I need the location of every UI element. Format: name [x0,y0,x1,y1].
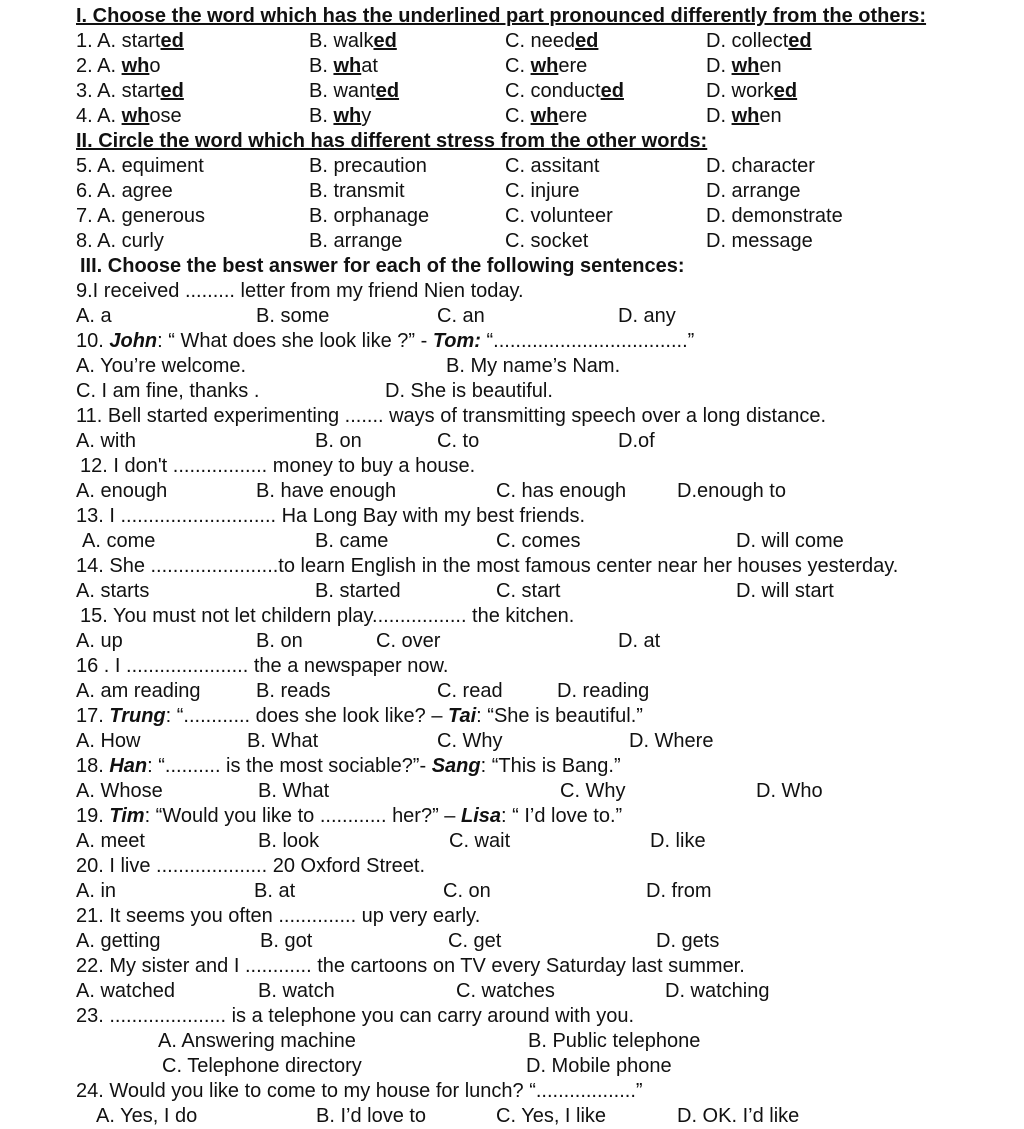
q20-option-c: C. on [443,880,491,902]
q19-option-b: B. look [258,830,320,852]
q2-option-b-underlined: wh [333,55,362,77]
q23-option-d: D. Mobile phone [526,1055,672,1077]
q2-option-a-rest: o [149,55,161,77]
q17-speaker-1: Trung [109,705,166,727]
q1-option-b: B. walk [309,30,374,52]
q18-option-a: A. Whose [76,780,163,802]
q22-option-b: B. watch [258,980,335,1002]
question-14-stem: 14. She .......................to learn English in the most famous center near her houses yesterday. [76,555,899,577]
q13-option-a: A. come [82,530,156,552]
q4-option-a-underlined: wh [121,105,150,127]
question-18-stem [76,754,621,779]
q21-option-d: D. gets [656,930,720,952]
q17-text-2: : “She is beautiful.” [476,705,643,727]
q10-option-b: B. My name’s Nam. [446,355,621,377]
q20-option-b: B. at [254,880,296,902]
question-16-options [76,679,1016,704]
q15-option-d: D. at [618,630,661,652]
question-8 [76,229,1016,254]
q1-option-d-underlined: ed [788,30,812,52]
q6-option-a: 6. A. agree [76,180,173,202]
question-17-options [76,729,1016,754]
q19-text-1: : “Would you like to ............ her?” – [144,805,461,827]
q18-option-d: D. Who [756,780,823,802]
q8-option-d: D. message [706,230,813,252]
q2-option-b: B. [309,55,334,77]
question-18-options [76,779,1016,804]
q14-option-d: D. will start [736,580,834,602]
question-7 [76,204,1016,229]
question-22-options [76,979,1016,1004]
q12-option-d: D.enough to [677,480,786,502]
q9-option-c: C. an [437,305,485,327]
q18-speaker-2: Sang [431,755,481,777]
question-10-stem [76,329,694,354]
q14-option-c: C. start [496,580,561,602]
q21-option-a: A. getting [76,930,161,952]
q16-option-a: A. am reading [76,680,201,702]
q13-option-c: C. comes [496,530,581,552]
q7-option-b: B. orphanage [309,205,430,227]
q3-option-d: D. work [706,80,774,102]
q19-speaker-1: Tim [109,805,145,827]
q17-option-d: D. Where [629,730,714,752]
q17-option-b: B. What [247,730,319,752]
question-23-options-cd [162,1054,1016,1079]
q1-option-a: A. start [97,30,161,52]
q8-option-b: B. arrange [309,230,403,252]
q3-option-c: C. conduct [505,80,601,102]
q4-option-c: C. [505,105,531,127]
q15-option-c: C. over [376,630,441,652]
question-19-options [76,829,1016,854]
q24-option-b: B. I’d love to [316,1105,427,1127]
question-14-options [76,579,1016,604]
q17-option-a: A. How [76,730,141,752]
q18-option-b: B. What [258,780,330,802]
q17-text-1: : “............ does she look like? – [165,705,449,727]
q17-speaker-2: Tai [448,705,477,727]
question-9-stem: 9.I received ......... letter from my friend Nien today. [76,280,524,302]
q14-option-b: B. started [315,580,401,602]
q2-option-a: A. [97,55,122,77]
question-23-stem: 23. ..................... is a telephone you can carry around with you. [76,1005,635,1027]
q1-number: 1. [76,30,98,52]
question-17-stem [76,704,643,729]
q10-option-d: D. She is beautiful. [385,380,553,402]
q14-option-a: A. starts [76,580,150,602]
q19-option-d: D. like [650,830,706,852]
q24-option-a: A. Yes, I do [96,1105,198,1127]
q22-option-c: C. watches [456,980,555,1002]
q24-option-d: D. OK. I’d like [677,1105,800,1127]
q2-option-d-rest: en [759,55,782,77]
q16-option-b: B. reads [256,680,331,702]
q13-option-b: B. came [315,530,389,552]
question-13-options [82,529,1016,554]
q11-option-d: D.of [618,430,655,452]
question-6 [76,179,1016,204]
question-4 [76,104,1016,129]
q10-option-a: A. You’re welcome. [76,355,247,377]
q3-option-b: B. want [309,80,376,102]
q12-option-c: C. has enough [496,480,627,502]
q9-option-a: A. a [76,305,112,327]
q2-option-d-underlined: wh [731,55,760,77]
q4-option-d-rest: en [759,105,782,127]
q18-text-2: : “This is Bang.” [480,755,621,777]
q17-number: 17. [76,705,110,727]
q4-option-a: A. [97,105,122,127]
question-19-stem [76,804,622,829]
q18-speaker-1: Han [109,755,148,777]
q4-option-c-rest: ere [558,105,588,127]
question-9-options [76,304,1016,329]
q7-option-a: 7. A. generous [76,205,205,227]
q5-option-d: D. character [706,155,815,177]
q5-option-a: 5. A. equiment [76,155,204,177]
question-24-options [96,1104,1016,1129]
q4-option-c-underlined: wh [530,105,559,127]
q11-option-c: C. to [437,430,480,452]
q6-option-b: B. transmit [309,180,405,202]
question-10-options-ab [76,354,1016,379]
q2-number: 2. [76,55,98,77]
q1-option-c-underlined: ed [575,30,599,52]
q3-option-a: A. start [97,80,161,102]
q10-text-2: “...................................” [480,330,695,352]
q18-number: 18. [76,755,110,777]
question-11-options [76,429,1016,454]
q8-option-c: C. socket [505,230,589,252]
q18-text-1: : “.......... is the most sociable?”- [147,755,432,777]
question-5 [76,154,1016,179]
q20-option-d: D. from [646,880,712,902]
q7-option-c: C. volunteer [505,205,613,227]
q4-option-a-rest: ose [149,105,182,127]
q10-number: 10. [76,330,110,352]
q9-option-d: D. any [618,305,676,327]
q10-speaker-1: John [109,330,158,352]
q2-option-c: C. [505,55,531,77]
q15-option-b: B. on [256,630,303,652]
q23-option-c: C. Telephone directory [162,1055,362,1077]
q21-option-b: B. got [260,930,313,952]
q10-text-1: : “ What does she look like ?” - [157,330,433,352]
q11-option-b: B. on [315,430,362,452]
question-24-stem: 24. Would you like to come to my house for lunch? “..................” [76,1080,643,1102]
q6-option-d: D. arrange [706,180,801,202]
q24-option-c: C. Yes, I like [496,1105,607,1127]
q22-option-a: A. watched [76,980,175,1002]
q7-option-d: D. demonstrate [706,205,843,227]
q17-option-c: C. Why [437,730,503,752]
q11-option-a: A. with [76,430,137,452]
q3-option-b-underlined: ed [375,80,400,102]
q9-option-b: B. some [256,305,330,327]
q1-option-a-underlined: ed [160,30,184,52]
q20-option-a: A. in [76,880,117,902]
q3-option-a-underlined: ed [160,80,184,102]
q5-option-b: B. precaution [309,155,427,177]
question-1 [76,29,1016,54]
question-12-stem: 12. I don't ................. money to buy a house. [80,455,476,477]
q12-option-a: A. enough [76,480,168,502]
q4-option-d: D. [706,105,732,127]
q3-number: 3. [76,80,98,102]
q1-option-c: C. need [505,30,576,52]
q22-option-d: D. watching [665,980,770,1002]
q5-option-c: C. assitant [505,155,600,177]
q4-option-b: B. [309,105,334,127]
q4-option-d-underlined: wh [731,105,760,127]
question-15-options [76,629,1016,654]
q19-number: 19. [76,805,110,827]
q10-speaker-2: Tom: [432,330,481,352]
q12-option-b: B. have enough [256,480,397,502]
q2-option-c-rest: ere [558,55,588,77]
q2-option-b-rest: at [361,55,378,77]
question-20-options [76,879,1016,904]
question-15-stem: 15. You must not let childern play................. the kitchen. [80,605,575,627]
q23-option-b: B. Public telephone [528,1030,701,1052]
question-20-stem: 20. I live .................... 20 Oxford Street. [76,855,426,877]
question-11-stem: 11. Bell started experimenting ....... ways of transmitting speech over a long distance. [76,405,827,427]
q18-option-c: C. Why [560,780,626,802]
q13-option-d: D. will come [736,530,844,552]
q3-option-c-underlined: ed [600,80,624,102]
q19-speaker-2: Lisa [461,805,502,827]
q16-option-c: C. read [437,680,503,702]
question-13-stem: 13. I ............................ Ha Long Bay with my best friends. [76,505,586,527]
q2-option-c-underlined: wh [530,55,559,77]
q4-option-b-underlined: wh [333,105,362,127]
section-1-heading: I. Choose the word which has the underlined part pronounced differently from the others: [76,5,927,27]
q3-option-d-underlined: ed [773,80,798,102]
q4-number: 4. [76,105,98,127]
question-10-options-cd [76,379,1016,404]
q2-option-d: D. [706,55,732,77]
q4-option-b-rest: y [361,105,372,127]
question-21-options [76,929,1016,954]
q19-text-2: : “ I’d love to.” [501,805,623,827]
q19-option-c: C. wait [449,830,511,852]
question-2 [76,54,1016,79]
question-22-stem: 22. My sister and I ............ the cartoons on TV every Saturday last summer. [76,955,745,977]
q16-option-d: D. reading [557,680,650,702]
q19-option-a: A. meet [76,830,145,852]
q23-option-a: A. Answering machine [158,1030,356,1052]
q8-option-a: 8. A. curly [76,230,164,252]
q2-option-a-underlined: wh [121,55,150,77]
question-16-stem: 16 . I ...................... the a newspaper now. [76,655,449,677]
q21-option-c: C. get [448,930,502,952]
question-21-stem: 21. It seems you often .............. up very early. [76,905,481,927]
q1-option-b-underlined: ed [373,30,397,52]
question-23-options-ab [158,1029,1016,1054]
q10-option-c: C. I am fine, thanks . [76,380,260,402]
q1-option-d: D. collect [706,30,789,52]
q6-option-c: C. injure [505,180,580,202]
q15-option-a: A. up [76,630,123,652]
section-2-heading: II. Circle the word which has different stress from the other words: [76,130,708,152]
question-3 [76,79,1016,104]
section-3-heading: III. Choose the best answer for each of the following sentences: [80,255,685,277]
question-12-options [76,479,1016,504]
